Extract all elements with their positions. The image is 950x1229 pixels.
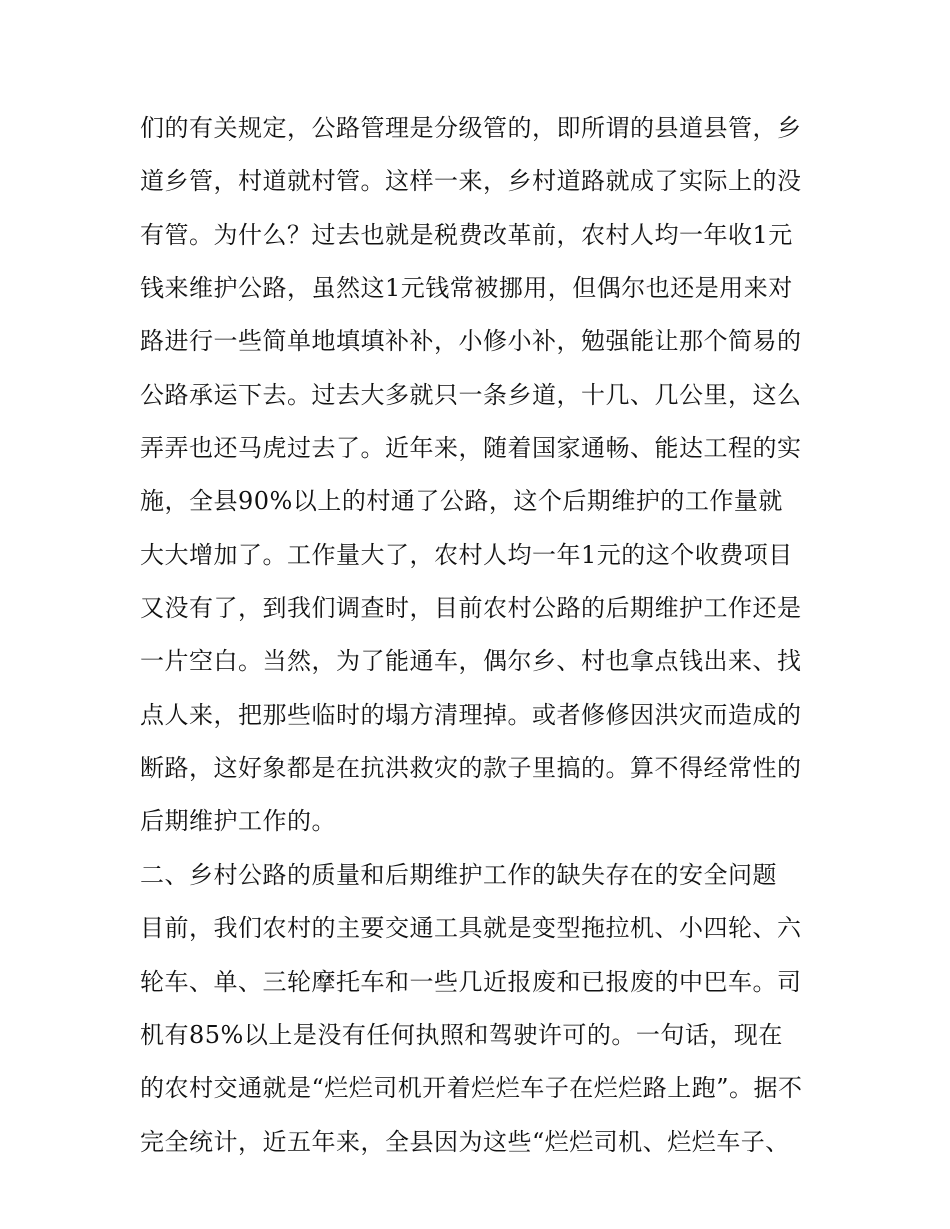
paragraph-line: 施，全县90%以上的村通了公路，这个后期维护的工作量就 (140, 487, 783, 516)
section-heading: 二、乡村公路的质量和后期维护工作的缺失存在的安全问题 (140, 860, 777, 889)
document-body (140, 108, 820, 1175)
paragraph-line: 机有85%以上是没有任何执照和驾驶许可的。一句话，现在 (140, 1020, 783, 1049)
paragraph-line: 目前，我们农村的主要交通工具就是变型拖拉机、小四轮、六 (140, 914, 802, 943)
paragraph-line: 点人来，把那些临时的塌方清理掉。或者修修因洪灾而造成的 (140, 700, 802, 729)
paragraph-line: 轮车、单、三轮摩托车和一些几近报废和已报废的中巴车。司 (140, 967, 802, 996)
paragraph-line: 有管。为什么？过去也就是税费改革前，农村人均一年收1元 (140, 220, 793, 249)
paragraph-line: 大大增加了。工作量大了，农村人均一年1元的这个收费项目 (140, 540, 793, 569)
paragraph-line: 完全统计，近五年来，全县因为这些“烂烂司机、烂烂车子、 (140, 1127, 790, 1156)
paragraph-line: 路进行一些简单地填填补补，小修小补，勉强能让那个简易的 (140, 327, 802, 356)
paragraph-line: 道乡管，村道就村管。这样一来，乡村道路就成了实际上的没 (140, 167, 802, 196)
paragraph-line: 钱来维护公路，虽然这1元钱常被挪用，但偶尔也还是用来对 (140, 274, 793, 303)
paragraph-line: 一片空白。当然，为了能通车，偶尔乡、村也拿点钱出来、找 (140, 647, 802, 676)
paragraph-line: 弄弄也还马虎过去了。近年来，随着国家通畅、能达工程的实 (140, 434, 802, 463)
paragraph-line: 的农村交通就是“烂烂司机开着烂烂车子在烂烂路上跑”。据不 (140, 1074, 803, 1103)
paragraph-line: 公路承运下去。过去大多就只一条乡道，十几、几公里，这么 (140, 380, 802, 409)
paragraph-line: 后期维护工作的。 (140, 807, 336, 836)
paragraph-line: 又没有了，到我们调查时，目前农村公路的后期维护工作还是 (140, 594, 802, 623)
paragraph-line: 断路，这好象都是在抗洪救灾的款子里搞的。算不得经常性的 (140, 754, 802, 783)
paragraph-line: 们的有关规定，公路管理是分级管的，即所谓的县道县管，乡 (140, 114, 802, 142)
